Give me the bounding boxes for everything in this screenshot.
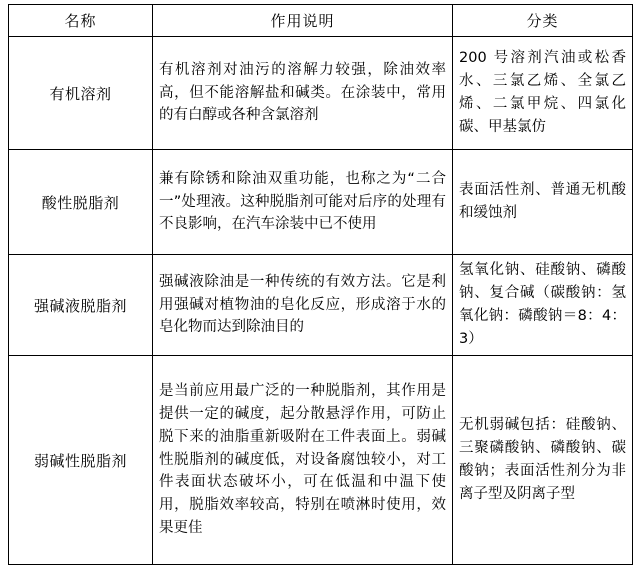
cell-description: 强碱液除油是一种传统的有效方法。它是利用强碱对植物油的皂化反应，形成溶于水的皂化物而达到除油目的 (153, 255, 453, 356)
cell-name: 强碱液脱脂剂 (9, 255, 153, 356)
cell-name: 有机溶剂 (9, 37, 153, 150)
column-header-description: 作用说明 (153, 5, 453, 37)
cell-category: 氢氧化钠、硅酸钠、磷酸钠、复合碱（碳酸钠：氢氧化钠：磷酸钠＝8：4：3） (453, 255, 633, 356)
cell-category: 无机弱碱包括：硅酸钠、三聚磷酸钠、磷酸钠、碳酸钠；表面活性剂分为非离子型及阴离子型 (453, 356, 633, 565)
cell-category: 200 号溶剂汽油或松香水、三氯乙烯、全氯乙烯、二氯甲烷、四氯化碳、甲基氯仿 (453, 37, 633, 150)
table-row (9, 255, 633, 356)
table-body (9, 37, 633, 565)
cell-description: 兼有除锈和除油双重功能，也称之为“二合一”处理液。这种脱脂剂可能对后序的处理有不良影响，在汽车涂装中已不使用 (153, 150, 453, 255)
cell-name: 酸性脱脂剂 (9, 150, 153, 255)
table-row (9, 356, 633, 565)
cell-name: 弱碱性脱脂剂 (9, 356, 153, 565)
cell-description: 有机溶剂对油污的溶解力较强，除油效率高，但不能溶解盐和碱类。在涂装中，常用的有白醇或各种含氯溶剂 (153, 37, 453, 150)
table-header-row (9, 5, 633, 37)
degreaser-types-table (8, 4, 633, 565)
table-header (9, 5, 633, 37)
column-header-name: 名称 (9, 5, 153, 37)
table-row (9, 150, 633, 255)
cell-category: 表面活性剂、普通无机酸和缓蚀剂 (453, 150, 633, 255)
table-row (9, 37, 633, 150)
cell-description: 是当前应用最广泛的一种脱脂剂，其作用是提供一定的碱度，起分散悬浮作用，可防止脱下来的油脂重新吸附在工件表面上。弱碱性脱脂剂的碱度低，对设备腐蚀较小，对工件表面状态破坏小，可在低温和中温下使用，脱脂效率较高，特别在喷淋时使用，效果更佳 (153, 356, 453, 565)
column-header-category: 分类 (453, 5, 633, 37)
